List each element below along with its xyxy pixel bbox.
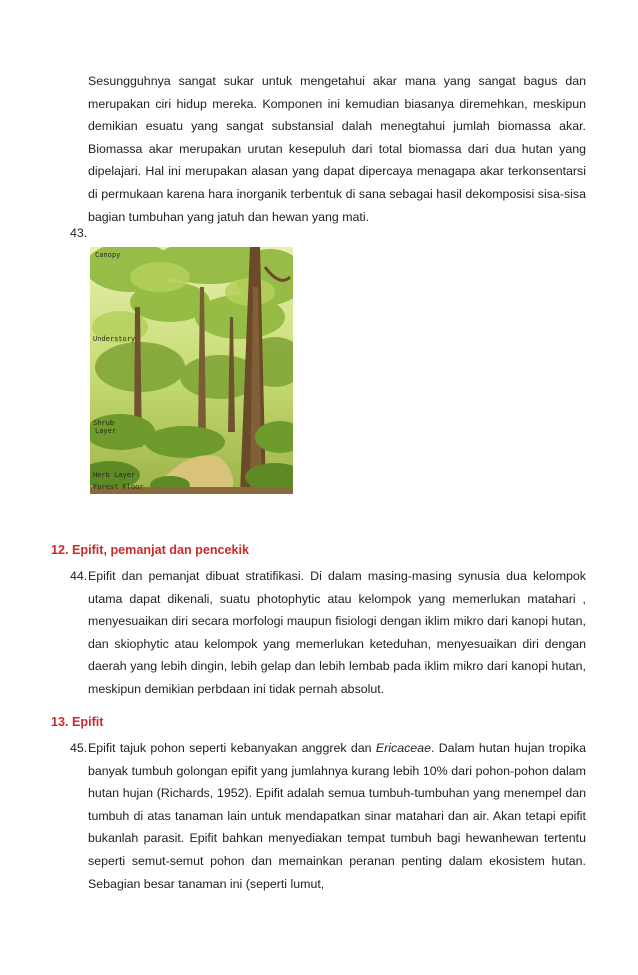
shrub-layer-label-line2: Layer [95,427,117,435]
canopy-label: Canopy [95,251,121,259]
section-13-text-before: Epifit tajuk pohon seperti kebanyakan anggrek dan [88,741,376,755]
forest-floor-label: Forest Floor [93,483,144,491]
item-number-43: 43. [70,226,88,240]
shrub-layer-label-line1: Shrub [93,419,115,427]
section-12-paragraph: Epifit dan pemanjat dibuat stratifikasi. Di dalam masing-masing synusia dua kelompok utama dapat dikenali, suatu photophytic atau kelompok yang memerlukan matahari , menyesuaikan diri secara morfologi maupun fisiologi dengan iklim mikro dari kanopi hutan, dan skiophytic atau kelompok yang memerlukan keteduhan, menyesuaikan diri dengan daerah yang lebih dingin, lebih gelap dan lebih lembab pada iklim mikro dari kanopi hutan, meskipun demikian perbdaan ini tidak pernah absolut. [88,569,586,696]
item-number-44: 44. [70,569,88,583]
section-13-paragraph [88,737,586,895]
understory-label: Understory [93,335,136,343]
section-13-heading: 13. Epifit [51,715,104,729]
forest-illustration-graphic [90,247,293,494]
forest-layers-illustration [90,247,293,494]
item-number-45: 45. [70,741,88,755]
section-13-text-after: . Dalam hutan hujan tropika banyak tumbuh golongan epifit yang jumlahnya kurang lebih 10% dari pohon-pohon dalam hutan hujan (Richards, 1952). Epifit adalah semua tumbuh-tumbuhan yang menempel dan tumbuh di atas tanaman lain untuk mendapatkan sinar matahari dan air. Akan tetapi epifit bukanlah parasit. Epifit bahkan menyediakan tempat tumbuh bagi hewanhewan tertentu seperti semut-semut pohon dan memainkan peranan penting dalam ekosistem hutan. Sebagian besar tanaman ini (seperti lumut, [88,741,586,891]
herb-layer-label: Herb Layer [93,471,136,479]
ericaceae-term: Ericaceae [375,741,431,755]
intro-paragraph: Sesungguhnya sangat sukar untuk mengetahui akar mana yang sangat bagus dan merupakan ciri hidup mereka. Komponen ini kemudian biasanya diremehkan, meskipun demikian esuatu yang sangat substansial dalah menegtahui jumlah biomassa akar. Biomassa akar merupakan urutan kesepuluh dari total biomassa dari dua hutan yang dipelajari. Hal ini merupakan alasan yang dapat dipercaya menagapa akar terkonsentarsi di permukaan karena hara inorganik terbentuk di sana sebagai hasil dekomposisi sisa-sisa bagian tumbuhan yang jatuh dan hewan yang mati. [88,74,586,224]
section-12-heading: 12. Epifit, pemanjat dan pencekik [51,543,250,557]
